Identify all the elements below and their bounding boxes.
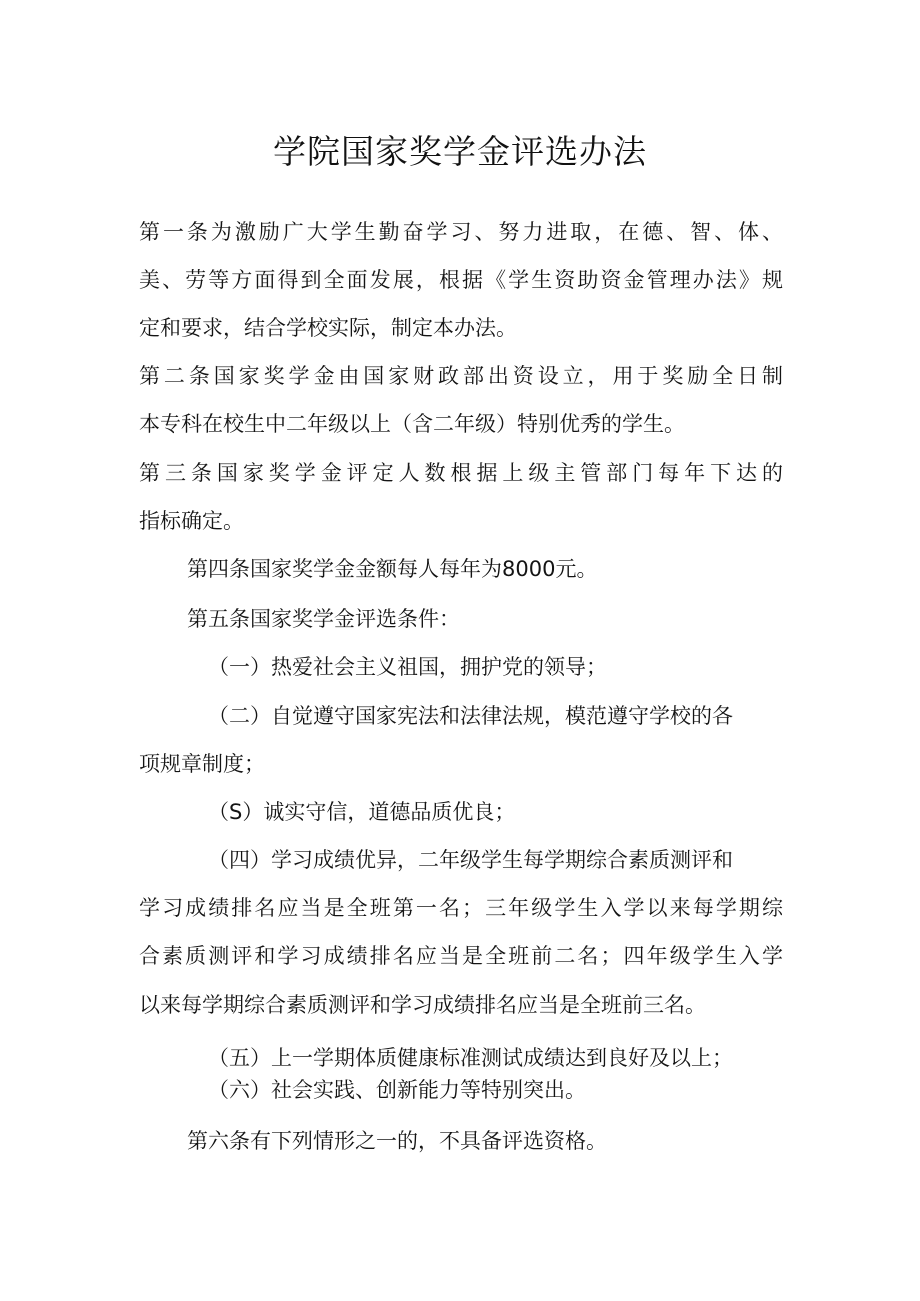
list-item-line: （S）诚实守信，道德品质优良； [208, 800, 516, 824]
paragraph-line: 指标确定。 [139, 509, 244, 533]
list-item-line: 项规章制度； [139, 752, 265, 776]
list-item-line: 学习成绩排名应当是全班第一名；三年级学生入学以来每学期综 [139, 896, 783, 920]
paragraph-line: 美、劳等方面得到全面发展，根据《学生资助资金管理办法》规 [139, 268, 783, 292]
paragraph-line: 第四条国家奖学金金额每人每年为8000元。 [187, 557, 598, 581]
paragraph-line: 第五条国家奖学金评选条件： [187, 607, 460, 631]
paragraph-line: 本专科在校生中二年级以上（含二年级）特别优秀的学生。 [139, 412, 685, 436]
list-item-line: （五）上一学期体质健康标准测试成绩达到良好及以上； [208, 1046, 733, 1070]
list-item-line: （四）学习成绩优异，二年级学生每学期综合素质测评和 [208, 848, 733, 872]
list-item-line: 合素质测评和学习成绩排名应当是全班前二名；四年级学生入学 [139, 944, 783, 968]
paragraph-line: 第三条国家奖学金评定人数根据上级主管部门每年下达的 [139, 461, 783, 485]
list-item-line: （一）热爱社会主义祖国，拥护党的领导； [208, 655, 607, 679]
paragraph-line: 第一条为激励广大学生勤奋学习、努力进取，在德、智、体、 [139, 220, 783, 244]
document-title: 学院国家奖学金评选办法 [273, 132, 647, 171]
list-item-line: （六）社会实践、创新能力等特别突出。 [208, 1078, 586, 1102]
paragraph-line: 第二条国家奖学金由国家财政部出资设立，用于奖励全日制 [139, 364, 783, 388]
paragraph-line: 第六条有下列情形之一的，不具备评选资格。 [187, 1129, 607, 1153]
list-item-line: 以来每学期综合素质测评和学习成绩排名应当是全班前三名。 [139, 993, 706, 1017]
paragraph-line: 定和要求，结合学校实际，制定本办法。 [139, 316, 517, 340]
list-item-line: （二）自觉遵守国家宪法和法律法规，模范遵守学校的各 [208, 704, 733, 728]
